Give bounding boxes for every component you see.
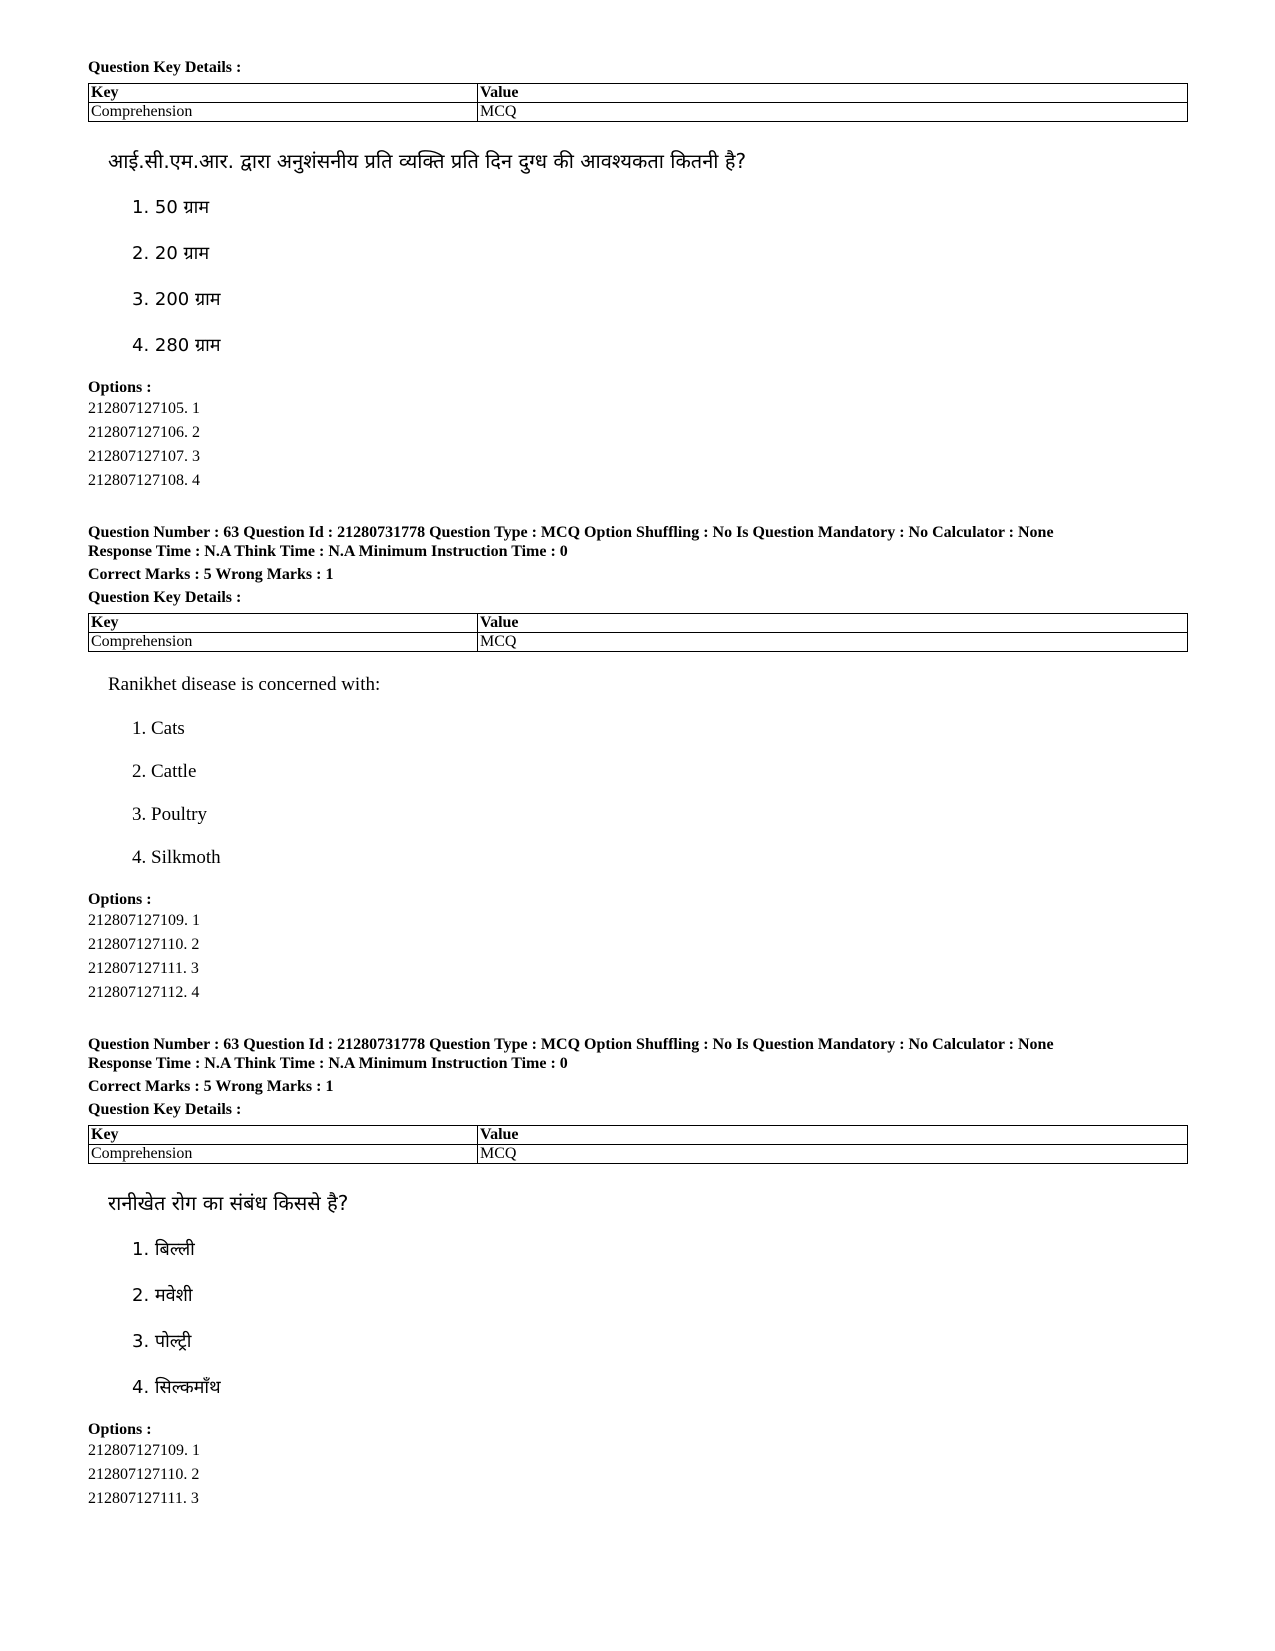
marks-line: Correct Marks : 5 Wrong Marks : 1 [88,566,334,583]
options-label: Options : [88,891,152,908]
option-id: 212807127107. 3 [88,448,200,465]
options-label: Options : [88,379,152,396]
options-label: Options : [88,1421,152,1438]
choice-1: 1. 50 ग्राम [132,197,210,218]
choice-2: 2. 20 ग्राम [132,243,210,264]
option-id: 212807127111. 3 [88,960,199,977]
table-header-row [89,84,1188,103]
table-header-row [89,1126,1188,1145]
document-page [88,58,1188,1511]
table-header-row [89,614,1188,633]
header-key: Key [89,84,478,103]
table-row [89,633,1188,652]
table-row [89,1145,1188,1164]
choice-4: 4. Silkmoth [132,847,221,868]
header-value: Value [478,1126,1188,1145]
option-id: 212807127110. 2 [88,1466,200,1483]
cell-key: Comprehension [89,633,478,652]
option-id: 212807127108. 4 [88,472,200,489]
table-row [89,103,1188,122]
question-meta-line2: Response Time : N.A Think Time : N.A Minimum Instruction Time : 0 [88,543,568,560]
option-id: 212807127109. 1 [88,1442,200,1459]
cell-value: MCQ [478,1145,1188,1164]
choice-1: 1. Cats [132,718,185,739]
header-value: Value [478,614,1188,633]
choice-4: 4. 280 ग्राम [132,335,221,356]
key-details-table [88,613,1188,652]
cell-key: Comprehension [89,1145,478,1164]
option-id: 212807127109. 1 [88,912,200,929]
option-id: 212807127110. 2 [88,936,200,953]
choice-3: 3. Poultry [132,804,207,825]
choice-3: 3. 200 ग्राम [132,289,221,310]
option-id: 212807127105. 1 [88,400,200,417]
question-meta-line2: Response Time : N.A Think Time : N.A Minimum Instruction Time : 0 [88,1055,568,1072]
question-meta-line1: Question Number : 63 Question Id : 21280731778 Question Type : MCQ Option Shuffling : No Is Question Mandatory : No Calculator : None [88,524,1054,541]
cell-value: MCQ [478,633,1188,652]
question-block-1 [88,58,1188,493]
choice-1: 1. बिल्ली [132,1239,195,1260]
choice-2: 2. मवेशी [132,1285,193,1306]
option-id: 212807127112. 4 [88,984,200,1001]
question-block-3 [88,1035,1188,1511]
option-id: 212807127111. 3 [88,1490,199,1507]
key-details-table [88,1125,1188,1164]
header-key: Key [89,614,478,633]
key-details-label: Question Key Details : [88,589,242,606]
question-text: आई.सी.एम.आर. द्वारा अनुशंसनीय प्रति व्यक्ति प्रति दिन दुग्ध की आवश्यकता कितनी है? [108,149,747,173]
choice-2: 2. Cattle [132,761,197,782]
question-block-2 [88,523,1188,1005]
choice-4: 4. सिल्कमाँथ [132,1377,221,1398]
header-value: Value [478,84,1188,103]
choice-3: 3. पोल्ट्री [132,1331,192,1352]
marks-line: Correct Marks : 5 Wrong Marks : 1 [88,1078,334,1095]
cell-value: MCQ [478,103,1188,122]
key-details-table [88,83,1188,122]
key-details-label: Question Key Details : [88,59,242,76]
header-key: Key [89,1126,478,1145]
key-details-label: Question Key Details : [88,1101,242,1118]
question-text: रानीखेत रोग का संबंध किससे है? [108,1191,349,1215]
cell-key: Comprehension [89,103,478,122]
option-id: 212807127106. 2 [88,424,200,441]
question-meta-line1: Question Number : 63 Question Id : 21280731778 Question Type : MCQ Option Shuffling : No Is Question Mandatory : No Calculator : None [88,1036,1054,1053]
question-text: Ranikhet disease is concerned with: [108,674,381,695]
